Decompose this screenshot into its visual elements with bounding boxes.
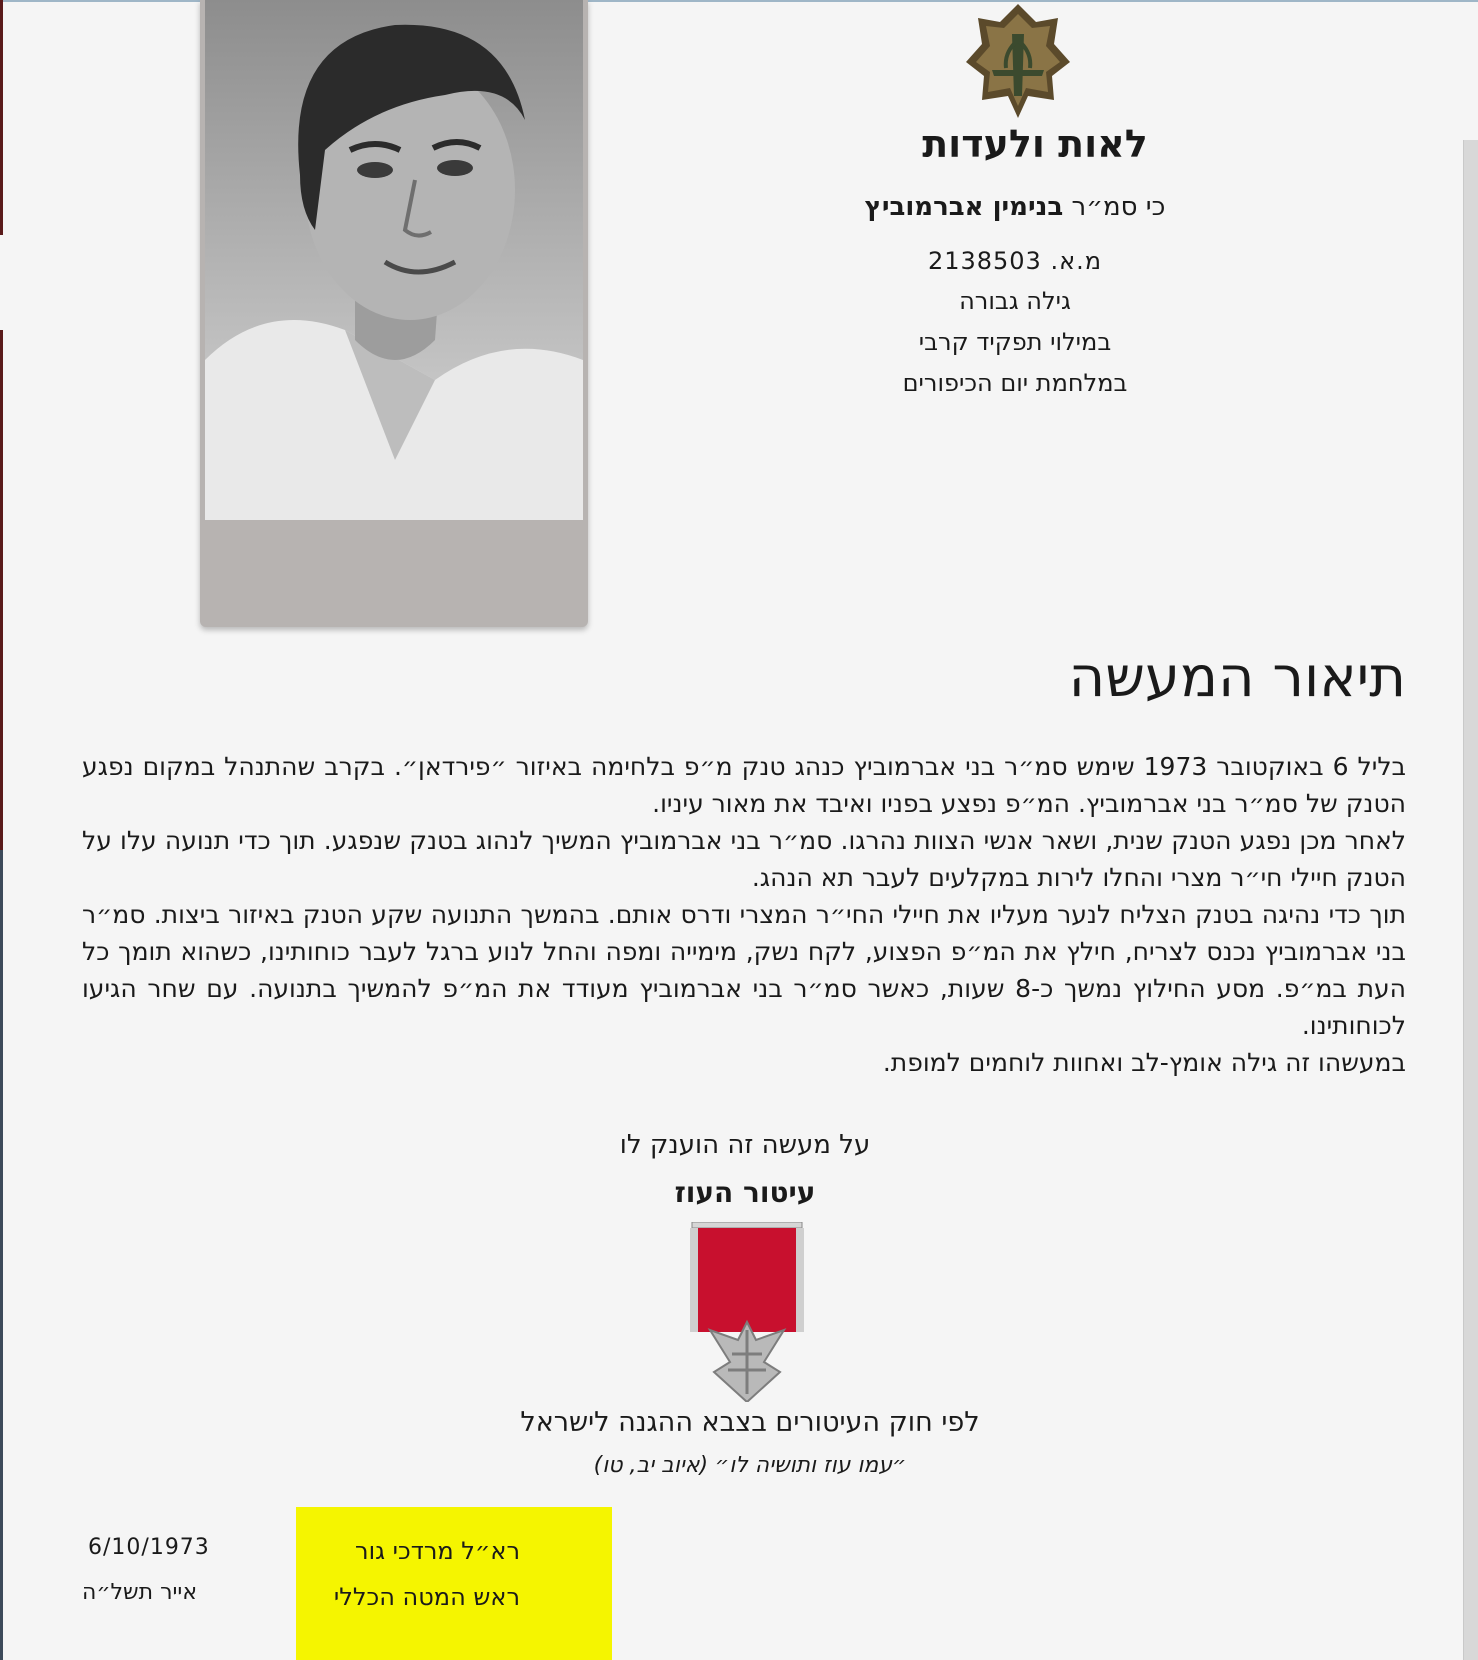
law-reference: לפי חוק העיטורים בצבא ההגנה לישראל	[520, 1407, 980, 1438]
gregorian-date: 6/10/1973	[88, 1535, 210, 1560]
portrait-photo	[205, 0, 583, 520]
deed-paragraph: תוך כדי נהיגה בטנק הצליח לנער מעליו את חיילי החי״ר המצרי ודרס אותם. בהמשך התנועה שקע הטנק באיזור ביצות. סמ״ר בני אברמוביץ נכנס לצריח, חילץ את המ״פ הפצוע, לקח נשק, מימייה ומפה והחל לנוע ברגל לעבר כוחותינו, כשהוא תומך כל העת במ״פ. מסע החילוץ נמשך כ-8 שעות, כאשר סמ״ר בני אברמוביץ מעודד את המ״פ להמשיך בתנועה. עם שחר הגיעו לכוחותינו.	[82, 900, 1406, 1040]
recipient-line	[800, 192, 1230, 222]
signature-box	[296, 1507, 612, 1660]
medal-name: עיטור העוז	[674, 1176, 816, 1209]
signer-title: ראש המטה הכללי	[333, 1583, 520, 1611]
scrollbar-track[interactable]	[1463, 140, 1478, 1660]
portrait-card	[200, 0, 588, 627]
deed-description	[82, 748, 1406, 1081]
portrait-image	[205, 0, 583, 520]
header-line-3: במילוי תפקיד קרבי	[918, 328, 1112, 356]
deed-paragraph: לאחר מכן נפגע הטנק שנית, ושאר אנשי הצוות נהרגו. סמ״ר בני אברמוביץ המשיך לנהוג בטנק שנפגע. תוך כדי תנועה עלו על הטנק חיילי חי״ר מצרי והחלו לירות במקלעים לעבר תא הנהג.	[82, 826, 1406, 892]
signer-name: רא״ל מרדכי גור	[355, 1537, 520, 1565]
header-line-4: במלחמת יום הכיפורים	[902, 369, 1128, 397]
award-intro: על מעשה זה הוענק לו	[619, 1130, 871, 1160]
scripture-quote: ״עמו עוז ותושיה לו״ (איוב יב, טו)	[593, 1453, 907, 1478]
rank-prefix: כי סמ״ר	[1071, 192, 1166, 222]
left-edge-strip	[0, 330, 3, 850]
deed-heading: תיאור המעשה	[1068, 645, 1406, 710]
medal-icon	[684, 1222, 810, 1402]
recipient-name: בנימין אברמוביץ	[864, 192, 1064, 222]
hebrew-date: אייר תשל״ה	[82, 1580, 198, 1605]
service-id: מ.א. 2138503	[927, 247, 1103, 275]
left-edge-strip	[0, 850, 3, 1660]
certificate-title: לאות ולעדות	[922, 122, 1148, 166]
deed-paragraph: בליל 6 באוקטובר 1973 שימש סמ״ר בני אברמוביץ כנהג טנק מ״פ בלחימה באיזור ״פירדאן״. בקרב שהתנהל במקום נפגע הטנק של סמ״ר בני אברמוביץ. המ״פ נפצע בפניו ואיבד את מאור עיניו.	[82, 752, 1406, 818]
left-edge-strip	[0, 0, 3, 235]
header-line-2: גילה גבורה	[959, 287, 1071, 315]
idf-emblem-icon	[962, 0, 1074, 122]
deed-paragraph: במעשהו זה גילה אומץ-לב ואחוות לוחמים למופת.	[882, 1048, 1406, 1077]
